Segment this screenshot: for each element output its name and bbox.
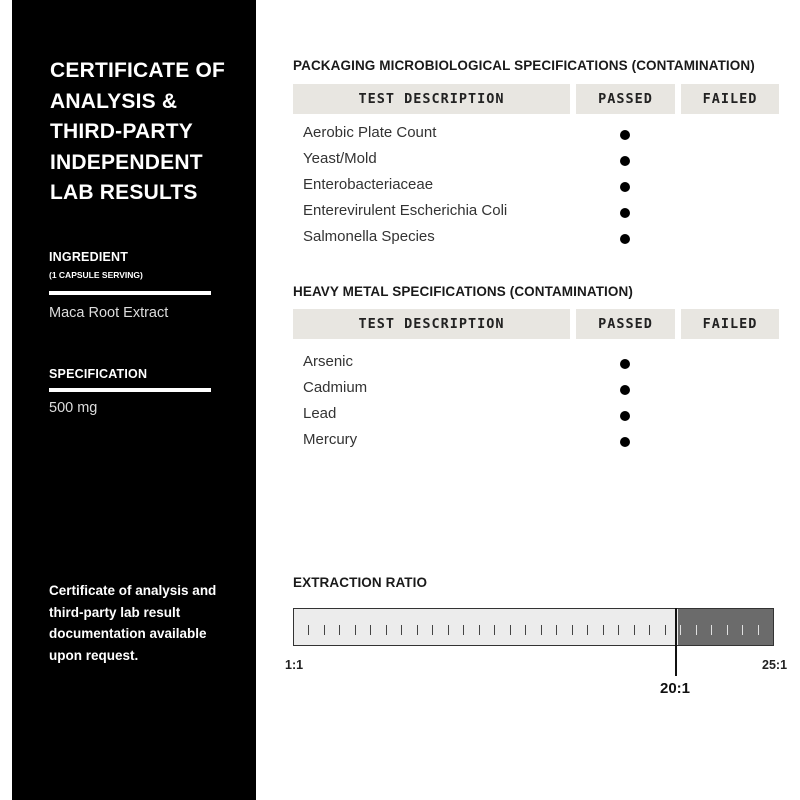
ratio-tick [541,625,542,635]
microbio-row [303,150,783,175]
metals-test-label: Arsenic [303,353,354,370]
passed-dot-icon [620,182,630,192]
metals-test-label: Mercury [303,431,358,448]
ratio-tick [556,625,557,635]
specification-label: SPECIFICATION [49,367,148,381]
ratio-tick [572,625,573,635]
ratio-tick [603,625,604,635]
metals-row [303,353,783,378]
ratio-tick [479,625,480,635]
ratio-tick [308,625,309,635]
extraction-min-label: 1:1 [285,658,304,672]
passed-dot-icon [620,234,630,244]
ratio-tick [448,625,449,635]
ratio-tick [680,625,681,635]
microbio-header-passed: PASSED [576,84,675,114]
metals-row [303,405,783,430]
ratio-tick [432,625,433,635]
passed-dot-icon [620,359,630,369]
microbio-section-title: PACKAGING MICROBIOLOGICAL SPECIFICATIONS (CONTAMINATION) [293,58,755,73]
microbio-row [303,228,783,253]
microbio-test-label: Enterevirulent Escherichia Coli [303,202,508,219]
microbio-test-label: Salmonella Species [303,228,435,245]
ingredient-label: INGREDIENT [49,250,129,264]
metals-header-failed: FAILED [681,309,779,339]
ratio-tick [634,625,635,635]
ratio-tick [618,625,619,635]
passed-dot-icon [620,208,630,218]
extraction-ratio-marker [675,608,677,676]
passed-dot-icon [620,156,630,166]
documentation-note: Certificate of analysis and third-party lab result documentation available upon request. [49,583,217,663]
ingredient-divider [49,291,211,295]
ratio-tick [665,625,666,635]
microbio-row [303,176,783,201]
ratio-tick [696,625,697,635]
ingredient-value: Maca Root Extract [49,305,169,321]
ratio-tick [339,625,340,635]
ratio-tick [355,625,356,635]
microbio-header-test: TEST DESCRIPTION [293,84,570,114]
metals-test-label: Lead [303,405,337,422]
ratio-tick [510,625,511,635]
ratio-tick [742,625,743,635]
sidebar [12,0,256,800]
ratio-tick [463,625,464,635]
microbio-test-label: Yeast/Mold [303,150,377,167]
metals-section-title: HEAVY METAL SPECIFICATIONS (CONTAMINATION) [293,284,633,299]
passed-dot-icon [620,411,630,421]
ratio-tick [386,625,387,635]
extraction-ratio-bar [293,608,774,646]
ingredient-serving-note: (1 CAPSULE SERVING) [49,270,143,280]
ratio-tick [324,625,325,635]
microbio-row [303,124,783,149]
microbio-test-label: Enterobacteriaceae [303,176,434,193]
ratio-tick [494,625,495,635]
extraction-max-label: 25:1 [762,658,788,672]
ratio-tick [587,625,588,635]
metals-test-label: Cadmium [303,379,368,396]
passed-dot-icon [620,130,630,140]
metals-row [303,379,783,404]
extraction-section-title: EXTRACTION RATIO [293,575,428,590]
microbio-row [303,202,783,227]
passed-dot-icon [620,437,630,447]
microbio-test-label: Aerobic Plate Count [303,124,437,141]
ratio-tick [525,625,526,635]
ratio-tick [417,625,418,635]
certificate-title: CERTIFICATE OF ANALYSIS & THIRD-PARTY INDEPENDENT LAB RESULTS [50,59,226,204]
metals-header-passed: PASSED [576,309,675,339]
specification-value: 500 mg [49,400,98,416]
microbio-header-failed: FAILED [681,84,779,114]
ratio-tick [649,625,650,635]
ratio-tick [758,625,759,635]
ratio-tick [401,625,402,635]
metals-row [303,431,783,456]
ratio-tick [727,625,728,635]
specification-divider [49,388,211,392]
ratio-tick [711,625,712,635]
metals-header-test: TEST DESCRIPTION [293,309,570,339]
extraction-current-label: 20:1 [660,680,691,697]
passed-dot-icon [620,385,630,395]
ratio-tick [370,625,371,635]
